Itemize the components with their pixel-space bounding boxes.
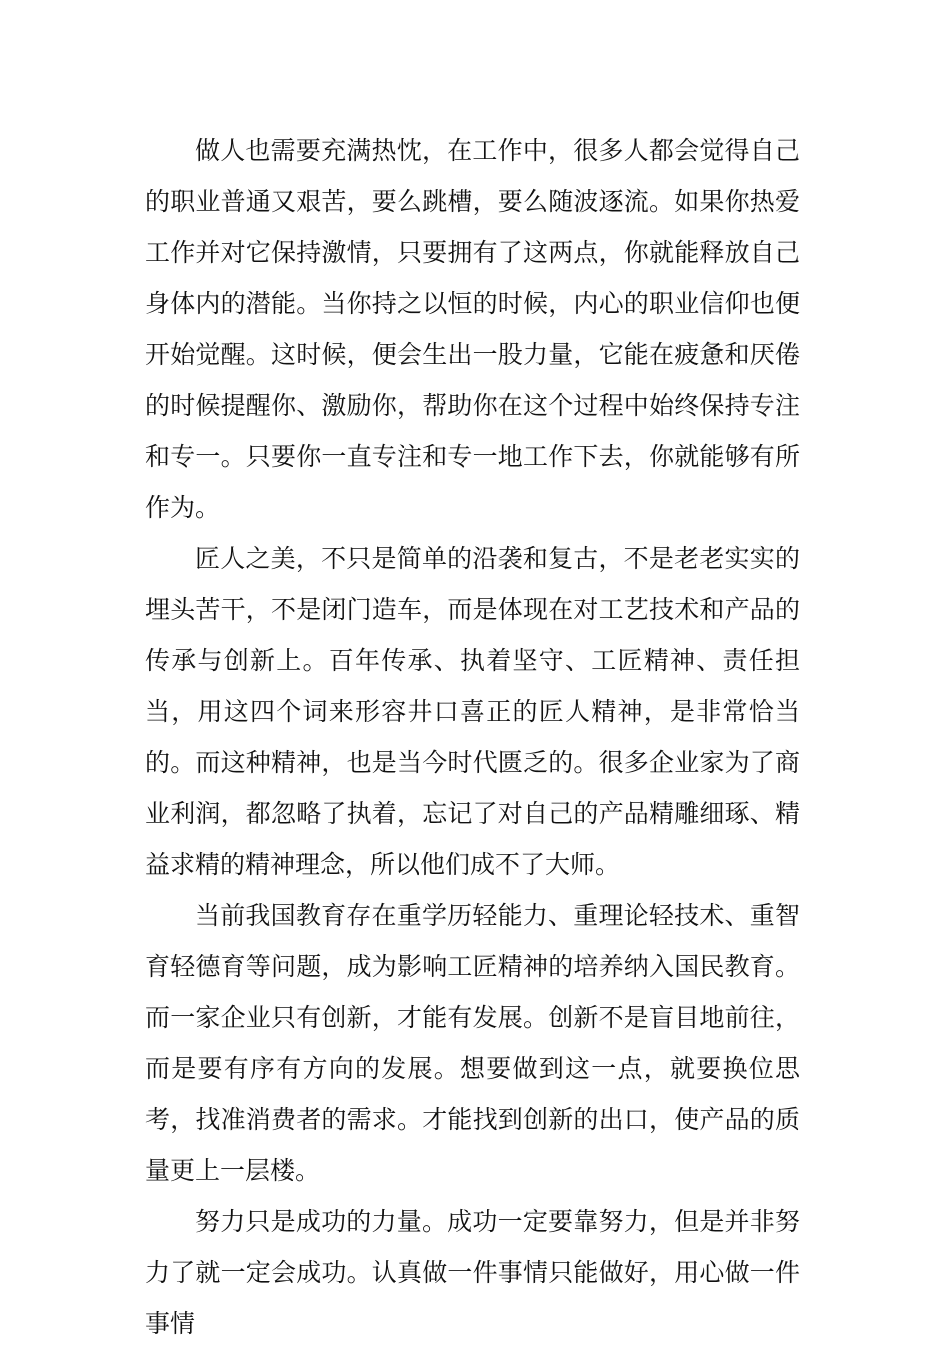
paragraph-2: 匠人之美，不只是简单的沿袭和复古，不是老老实实的埋头苦干，不是闭门造车，而是体现在对工艺技术和产品的传承与创新上。百年传承、执着坚守、工匠精神、责任担当，用这四个词来形容井口喜正的匠人精神，是非常恰当的。而这种精神，也是当今时代匮乏的。很多企业家为了商业利润，都忽略了执着，忘记了对自己的产品精雕细琢、精益求精的精神理念，所以他们成不了大师。	[145, 544, 800, 879]
paragraph-3: 当前我国教育存在重学历轻能力、重理论轻技术、重智育轻德育等问题，成为影响工匠精神的培养纳入国民教育。而一家企业只有创新，才能有发展。创新不是盲目地前往，而是要有序有方向的发展。想要做到这一点，就要换位思考，找准消费者的需求。才能找到创新的出口，使产品的质量更上一层楼。	[145, 901, 800, 1185]
paragraph-4: 努力只是成功的力量。成功一定要靠努力，但是并非努力了就一定会成功。认真做一件事情只能做好，用心做一件事情	[145, 1207, 800, 1338]
document-body	[145, 125, 800, 1349]
paragraph-1: 做人也需要充满热忱，在工作中，很多人都会觉得自己的职业普通又艰苦，要么跳槽，要么随波逐流。如果你热爱工作并对它保持激情，只要拥有了这两点，你就能释放自己身体内的潜能。当你持之以恒的时候，内心的职业信仰也便开始觉醒。这时候，便会生出一股力量，它能在疲惫和厌倦的时候提醒你、激励你，帮助你在这个过程中始终保持专注和专一。只要你一直专注和专一地工作下去，你就能够有所作为。	[145, 136, 800, 522]
